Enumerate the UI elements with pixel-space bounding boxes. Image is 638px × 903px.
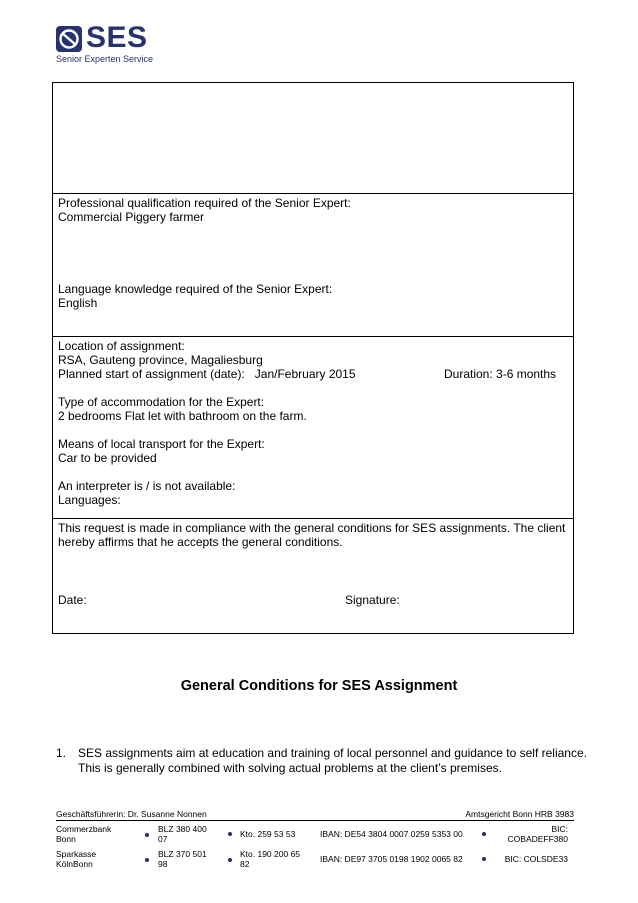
transport-value: Car to be provided <box>58 451 157 465</box>
compliance-text-line-1: This request is made in compliance with the general conditions for SES assignments. The client <box>58 521 566 535</box>
bullet-icon <box>228 858 232 862</box>
form-section-qualification <box>53 193 573 336</box>
languages-label: Languages: <box>58 493 121 507</box>
footer-director: Geschäftsführerin: Dr. Susanne Nonnen <box>56 809 207 819</box>
logo-wordmark: SES <box>86 21 148 54</box>
footer-court: Amtsgericht Bonn HRB 3983 <box>465 809 574 819</box>
accommodation-value: 2 bedrooms Flat let with bathroom on the farm. <box>58 409 307 423</box>
bank-blz: BLZ 380 400 07 <box>158 824 207 844</box>
location-value: RSA, Gauteng province, Magaliesburg <box>58 353 263 367</box>
bank-account: Kto. 190 200 65 82 <box>240 849 301 869</box>
conditions-title: General Conditions for SES Assignment <box>180 678 458 694</box>
bank-account: Kto. 259 53 53 <box>240 829 296 839</box>
form-section-location <box>53 336 573 518</box>
duration: Duration: 3-6 months <box>444 367 557 381</box>
bullet-icon <box>482 857 486 861</box>
bank-row <box>56 823 574 847</box>
ses-logo-icon <box>56 26 82 52</box>
bullet-icon <box>482 832 486 836</box>
signature-label: Signature: <box>345 593 400 607</box>
condition-text <box>78 746 598 776</box>
bank-iban: IBAN: DE97 3705 0198 1902 0065 82 <box>320 854 463 864</box>
ses-logo <box>56 21 166 66</box>
start-value: Jan/February 2015 <box>254 367 356 381</box>
bullet-icon <box>228 832 232 836</box>
bank-row <box>56 848 574 872</box>
bank-name: Sparkasse KölnBonn <box>56 849 97 869</box>
bank-bic: BIC: COBADEFF380 <box>507 824 568 844</box>
condition-text-line-1: SES assignments aim at education and training of local personnel and guidance to self reliance. <box>78 746 587 760</box>
location-label: Location of assignment: <box>58 339 185 353</box>
transport-label: Means of local transport for the Expert: <box>58 437 265 451</box>
form-section-compliance <box>53 518 573 634</box>
compliance-text-line-2: hereby affirms that he accepts the general conditions. <box>58 535 343 549</box>
condition-text-line-2: This is generally combined with solving actual problems at the client’s premises. <box>78 761 502 775</box>
bank-iban: IBAN: DE54 3804 0007 0259 5353 00 <box>320 829 463 839</box>
qualification-value: Commercial Piggery farmer <box>58 210 205 224</box>
bank-bic: BIC: COLSDE33 <box>504 854 568 864</box>
language-value: English <box>58 296 98 310</box>
form-section-blank <box>53 83 573 193</box>
bank-blz: BLZ 370 501 98 <box>158 849 207 869</box>
start-date-line <box>58 367 356 381</box>
condition-number: 1. <box>56 746 67 760</box>
qualification-label: Professional qualification required of the Senior Expert: <box>58 196 351 210</box>
footer-header <box>56 807 574 821</box>
assignment-form <box>52 82 574 634</box>
bank-name: Commerzbank Bonn <box>56 824 112 844</box>
bullet-icon <box>145 833 149 837</box>
start-label: Planned start of assignment (date): <box>58 367 245 381</box>
interpreter-label: An interpreter is / is not available: <box>58 479 236 493</box>
language-label: Language knowledge required of the Senior Expert: <box>58 282 333 296</box>
logo-subtitle: Senior Experten Service <box>56 54 154 64</box>
bullet-icon <box>145 858 149 862</box>
accommodation-label: Type of accommodation for the Expert: <box>58 395 265 409</box>
date-label: Date: <box>58 593 87 607</box>
